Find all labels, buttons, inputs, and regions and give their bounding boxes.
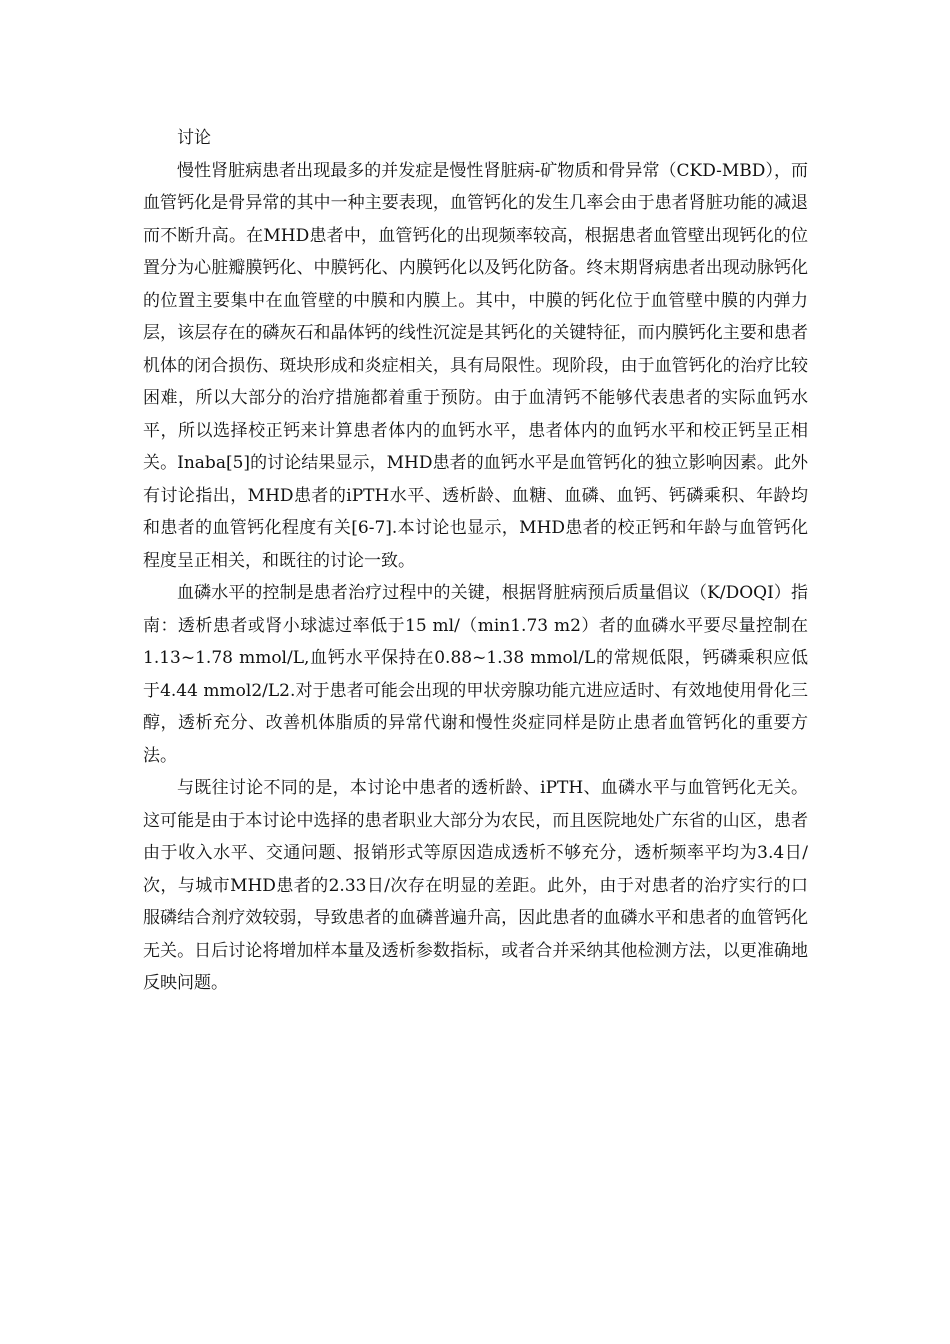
paragraph-1: 慢性肾脏病患者出现最多的并发症是慢性肾脏病-矿物质和骨异常（CKD-MBD），而血管钙化是骨异常的其中一种主要表现，血管钙化的发生几率会由于患者肾脏功能的减退而不断升高。在MHD患者中，血管钙化的出现频率较高，根据患者血管壁出现钙化的位置分为心脏瓣膜钙化、中膜钙化、内膜钙化以及钙化防备。终末期肾病患者出现动脉钙化的位置主要集中在血管壁的中膜和内膜上。其中，中膜的钙化位于血管壁中膜的内弹力层，该层存在的磷灰石和晶体钙的线性沉淀是其钙化的关键特征，而内膜钙化主要和患者机体的闭合损伤、斑块形成和炎症相关，具有局限性。现阶段，由于血管钙化的治疗比较困难，所以大部分的治疗措施都着重于预防。由于血清钙不能够代表患者的实际血钙水平，所以选择校正钙来计算患者体内的血钙水平，患者体内的血钙水平和校正钙呈正相关。Inaba[5]的讨论结果显示，MHD患者的血钙水平是血管钙化的独立影响因素。此外有讨论指出，MHD患者的iPTH水平、透析龄、血糖、血磷、血钙、钙磷乘积、年龄均和患者的血管钙化程度有关[6-7].本讨论也显示，MHD患者的校正钙和年龄与血管钙化程度呈正相关，和既往的讨论一致。 — [143, 160, 808, 571]
paragraph-2: 血磷水平的控制是患者治疗过程中的关键，根据肾脏病预后质量倡议（K/DOQI）指南：透析患者或肾小球滤过率低于15 ml/（min1.73 m2）者的血磷水平要尽量控制在1.13~1.78 mmol/L,血钙水平保持在0.88~1.38 mmol/L的常规低限，钙磷乘积应低于4.44 mmol2/L2.对于患者可能会出现的甲状旁腺功能亢进应适时、有效地使用骨化三醇，透析充分、改善机体脂质的异常代谢和慢性炎症同样是防止患者血管钙化的重要方法。 — [143, 583, 808, 766]
paragraph-3: 与既往讨论不同的是，本讨论中患者的透析龄、iPTH、血磷水平与血管钙化无关。这可能是由于本讨论中选择的患者职业大部分为农民，而且医院地处广东省的山区，患者由于收入水平、交通问题、报销形式等原因造成透析不够充分，透析频率平均为3.4日/次，与城市MHD患者的2.33日/次存在明显的差距。此外，由于对患者的治疗实行的口服磷结合剂疗效较弱，导致患者的血磷普遍升高，因此患者的血磷水平和患者的血管钙化无关。日后讨论将增加样本量及透析参数指标，或者合并采纳其他检测方法，以更准确地反映问题。 — [143, 778, 808, 993]
section-heading: 讨论 — [177, 128, 211, 148]
document-body — [143, 122, 808, 1000]
